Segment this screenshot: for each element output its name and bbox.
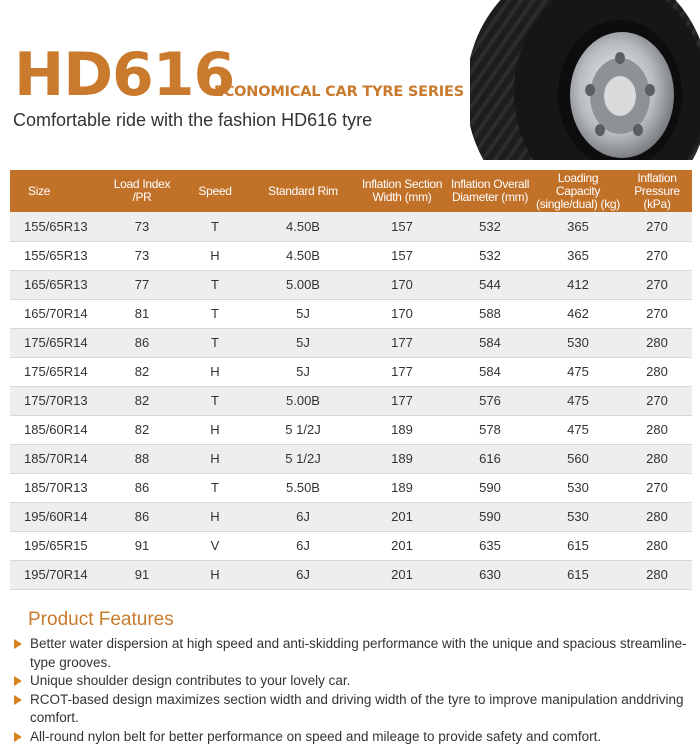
table-cell: 412 [534, 270, 622, 299]
table-row [10, 212, 692, 241]
table-cell: 185/60R14 [10, 415, 102, 444]
table-cell: 82 [102, 415, 182, 444]
table-cell: 578 [446, 415, 534, 444]
table-cell: 475 [534, 386, 622, 415]
table-cell: 82 [102, 386, 182, 415]
table-cell: 86 [102, 502, 182, 531]
table-cell: 88 [102, 444, 182, 473]
table-row [10, 560, 692, 589]
table-cell: V [182, 531, 248, 560]
triangle-bullet-icon [14, 732, 22, 742]
tyre-image [470, 0, 700, 160]
table-cell: 185/70R13 [10, 473, 102, 502]
table-body [10, 212, 692, 589]
table-cell: 530 [534, 473, 622, 502]
table-header-row [10, 170, 692, 212]
table-cell: 544 [446, 270, 534, 299]
feature-text: Unique shoulder design contributes to your lovely car. [30, 673, 351, 688]
table-cell: 73 [102, 241, 182, 270]
table-row [10, 386, 692, 415]
feature-text: Better water dispersion at high speed and anti-skidding performance with the unique and spacious streamline-type grooves. [30, 636, 687, 670]
table-cell: 5J [248, 328, 358, 357]
feature-item [10, 728, 694, 747]
table-cell: 201 [358, 531, 446, 560]
col-size: Size [10, 170, 102, 212]
table-cell: 365 [534, 241, 622, 270]
table-cell: 86 [102, 328, 182, 357]
col-overall-diameter: Inflation Overall Diameter (mm) [446, 170, 534, 212]
table-cell: 175/70R13 [10, 386, 102, 415]
table-cell: 4.50B [248, 212, 358, 241]
col-inflation-pressure: Inflation Pressure (kPa) [622, 170, 692, 212]
table-cell: 91 [102, 560, 182, 589]
col-speed: Speed [182, 170, 248, 212]
table-cell: T [182, 212, 248, 241]
table-cell: 195/60R14 [10, 502, 102, 531]
table-cell: 155/65R13 [10, 212, 102, 241]
table-cell: H [182, 241, 248, 270]
table-cell: 6J [248, 531, 358, 560]
table-cell: 270 [622, 212, 692, 241]
table-cell: 177 [358, 386, 446, 415]
table-cell: 280 [622, 502, 692, 531]
table-row [10, 328, 692, 357]
table-cell: 5.00B [248, 270, 358, 299]
table-cell: H [182, 357, 248, 386]
table-cell: 195/70R14 [10, 560, 102, 589]
col-section-width: Inflation Section Width (mm) [358, 170, 446, 212]
table-cell: 155/65R13 [10, 241, 102, 270]
table-row [10, 502, 692, 531]
triangle-bullet-icon [14, 695, 22, 705]
table-cell: 280 [622, 444, 692, 473]
table-cell: 530 [534, 328, 622, 357]
table-cell: 590 [446, 502, 534, 531]
table-cell: 165/65R13 [10, 270, 102, 299]
table-cell: T [182, 270, 248, 299]
table-cell: T [182, 328, 248, 357]
table-cell: 270 [622, 473, 692, 502]
table-cell: 165/70R14 [10, 299, 102, 328]
feature-text: RCOT-based design maximizes section width and driving width of the tyre to improve manipulation anddriving comfort. [30, 691, 684, 725]
table-cell: 5 1/2J [248, 444, 358, 473]
table-cell: 177 [358, 357, 446, 386]
table-cell: 81 [102, 299, 182, 328]
table-cell: 177 [358, 328, 446, 357]
table-cell: 616 [446, 444, 534, 473]
table-row [10, 415, 692, 444]
table-cell: 170 [358, 299, 446, 328]
table-cell: 5J [248, 299, 358, 328]
tyre-illustration [470, 0, 700, 160]
table-cell: T [182, 473, 248, 502]
table-cell: 530 [534, 502, 622, 531]
table-cell: 532 [446, 241, 534, 270]
table-cell: 5J [248, 357, 358, 386]
tagline: Comfortable ride with the fashion HD616 tyre [13, 110, 373, 130]
table-cell: 189 [358, 473, 446, 502]
table-cell: 4.50B [248, 241, 358, 270]
table-cell: 175/65R14 [10, 357, 102, 386]
table-cell: 630 [446, 560, 534, 589]
table-cell: 615 [534, 560, 622, 589]
table-cell: 270 [622, 241, 692, 270]
table-cell: 280 [622, 560, 692, 589]
table-cell: 195/65R15 [10, 531, 102, 560]
table-cell: H [182, 502, 248, 531]
table-cell: 157 [358, 212, 446, 241]
table-cell: T [182, 299, 248, 328]
feature-item [10, 691, 694, 728]
table-cell: 584 [446, 328, 534, 357]
table-cell: 201 [358, 502, 446, 531]
table-cell: 86 [102, 473, 182, 502]
table-cell: 77 [102, 270, 182, 299]
table-cell: 5.00B [248, 386, 358, 415]
table-row [10, 473, 692, 502]
table-cell: 5.50B [248, 473, 358, 502]
table-cell: 82 [102, 357, 182, 386]
feature-item [10, 672, 694, 691]
table-cell: 189 [358, 415, 446, 444]
table-row [10, 241, 692, 270]
table-cell: 157 [358, 241, 446, 270]
col-load-index: Load Index /PR [102, 170, 182, 212]
table-cell: 365 [534, 212, 622, 241]
table-cell: 270 [622, 270, 692, 299]
table-cell: 185/70R14 [10, 444, 102, 473]
table-cell: 615 [534, 531, 622, 560]
table-cell: 280 [622, 415, 692, 444]
col-standard-rim: Standard Rim [248, 170, 358, 212]
table-cell: 270 [622, 299, 692, 328]
col-loading-capacity: Loading Capacity (single/dual) (kg) [534, 170, 622, 212]
table-cell: 280 [622, 328, 692, 357]
table-row [10, 270, 692, 299]
triangle-bullet-icon [14, 676, 22, 686]
table-cell: 635 [446, 531, 534, 560]
table-cell: 73 [102, 212, 182, 241]
table-row [10, 299, 692, 328]
table-cell: 175/65R14 [10, 328, 102, 357]
table-row [10, 357, 692, 386]
table-cell: H [182, 415, 248, 444]
table-cell: 560 [534, 444, 622, 473]
features-title: Product Features [28, 609, 174, 630]
series-subtitle: ECONOMICAL CAR TYRE SERIES [214, 84, 464, 100]
table-cell: 6J [248, 560, 358, 589]
table-row [10, 444, 692, 473]
table-cell: 576 [446, 386, 534, 415]
table-cell: 475 [534, 415, 622, 444]
table-cell: 201 [358, 560, 446, 589]
table-cell: H [182, 560, 248, 589]
triangle-bullet-icon [14, 639, 22, 649]
table-cell: 462 [534, 299, 622, 328]
model-title: HD616 [14, 40, 235, 110]
table-cell: T [182, 386, 248, 415]
table-cell: 588 [446, 299, 534, 328]
table-row [10, 531, 692, 560]
specs-table [10, 170, 692, 590]
table-cell: 590 [446, 473, 534, 502]
features-list [10, 635, 694, 746]
table-cell: 6J [248, 502, 358, 531]
table-cell: 189 [358, 444, 446, 473]
table-cell: 280 [622, 357, 692, 386]
header [0, 0, 700, 160]
table-cell: 5 1/2J [248, 415, 358, 444]
feature-item [10, 635, 694, 672]
table-cell: H [182, 444, 248, 473]
table-cell: 270 [622, 386, 692, 415]
table-cell: 280 [622, 531, 692, 560]
feature-text: All-round nylon belt for better performance on speed and mileage to provide safety and comfort. [30, 728, 602, 744]
table-cell: 584 [446, 357, 534, 386]
table-cell: 91 [102, 531, 182, 560]
table-cell: 170 [358, 270, 446, 299]
table-cell: 475 [534, 357, 622, 386]
table-cell: 532 [446, 212, 534, 241]
